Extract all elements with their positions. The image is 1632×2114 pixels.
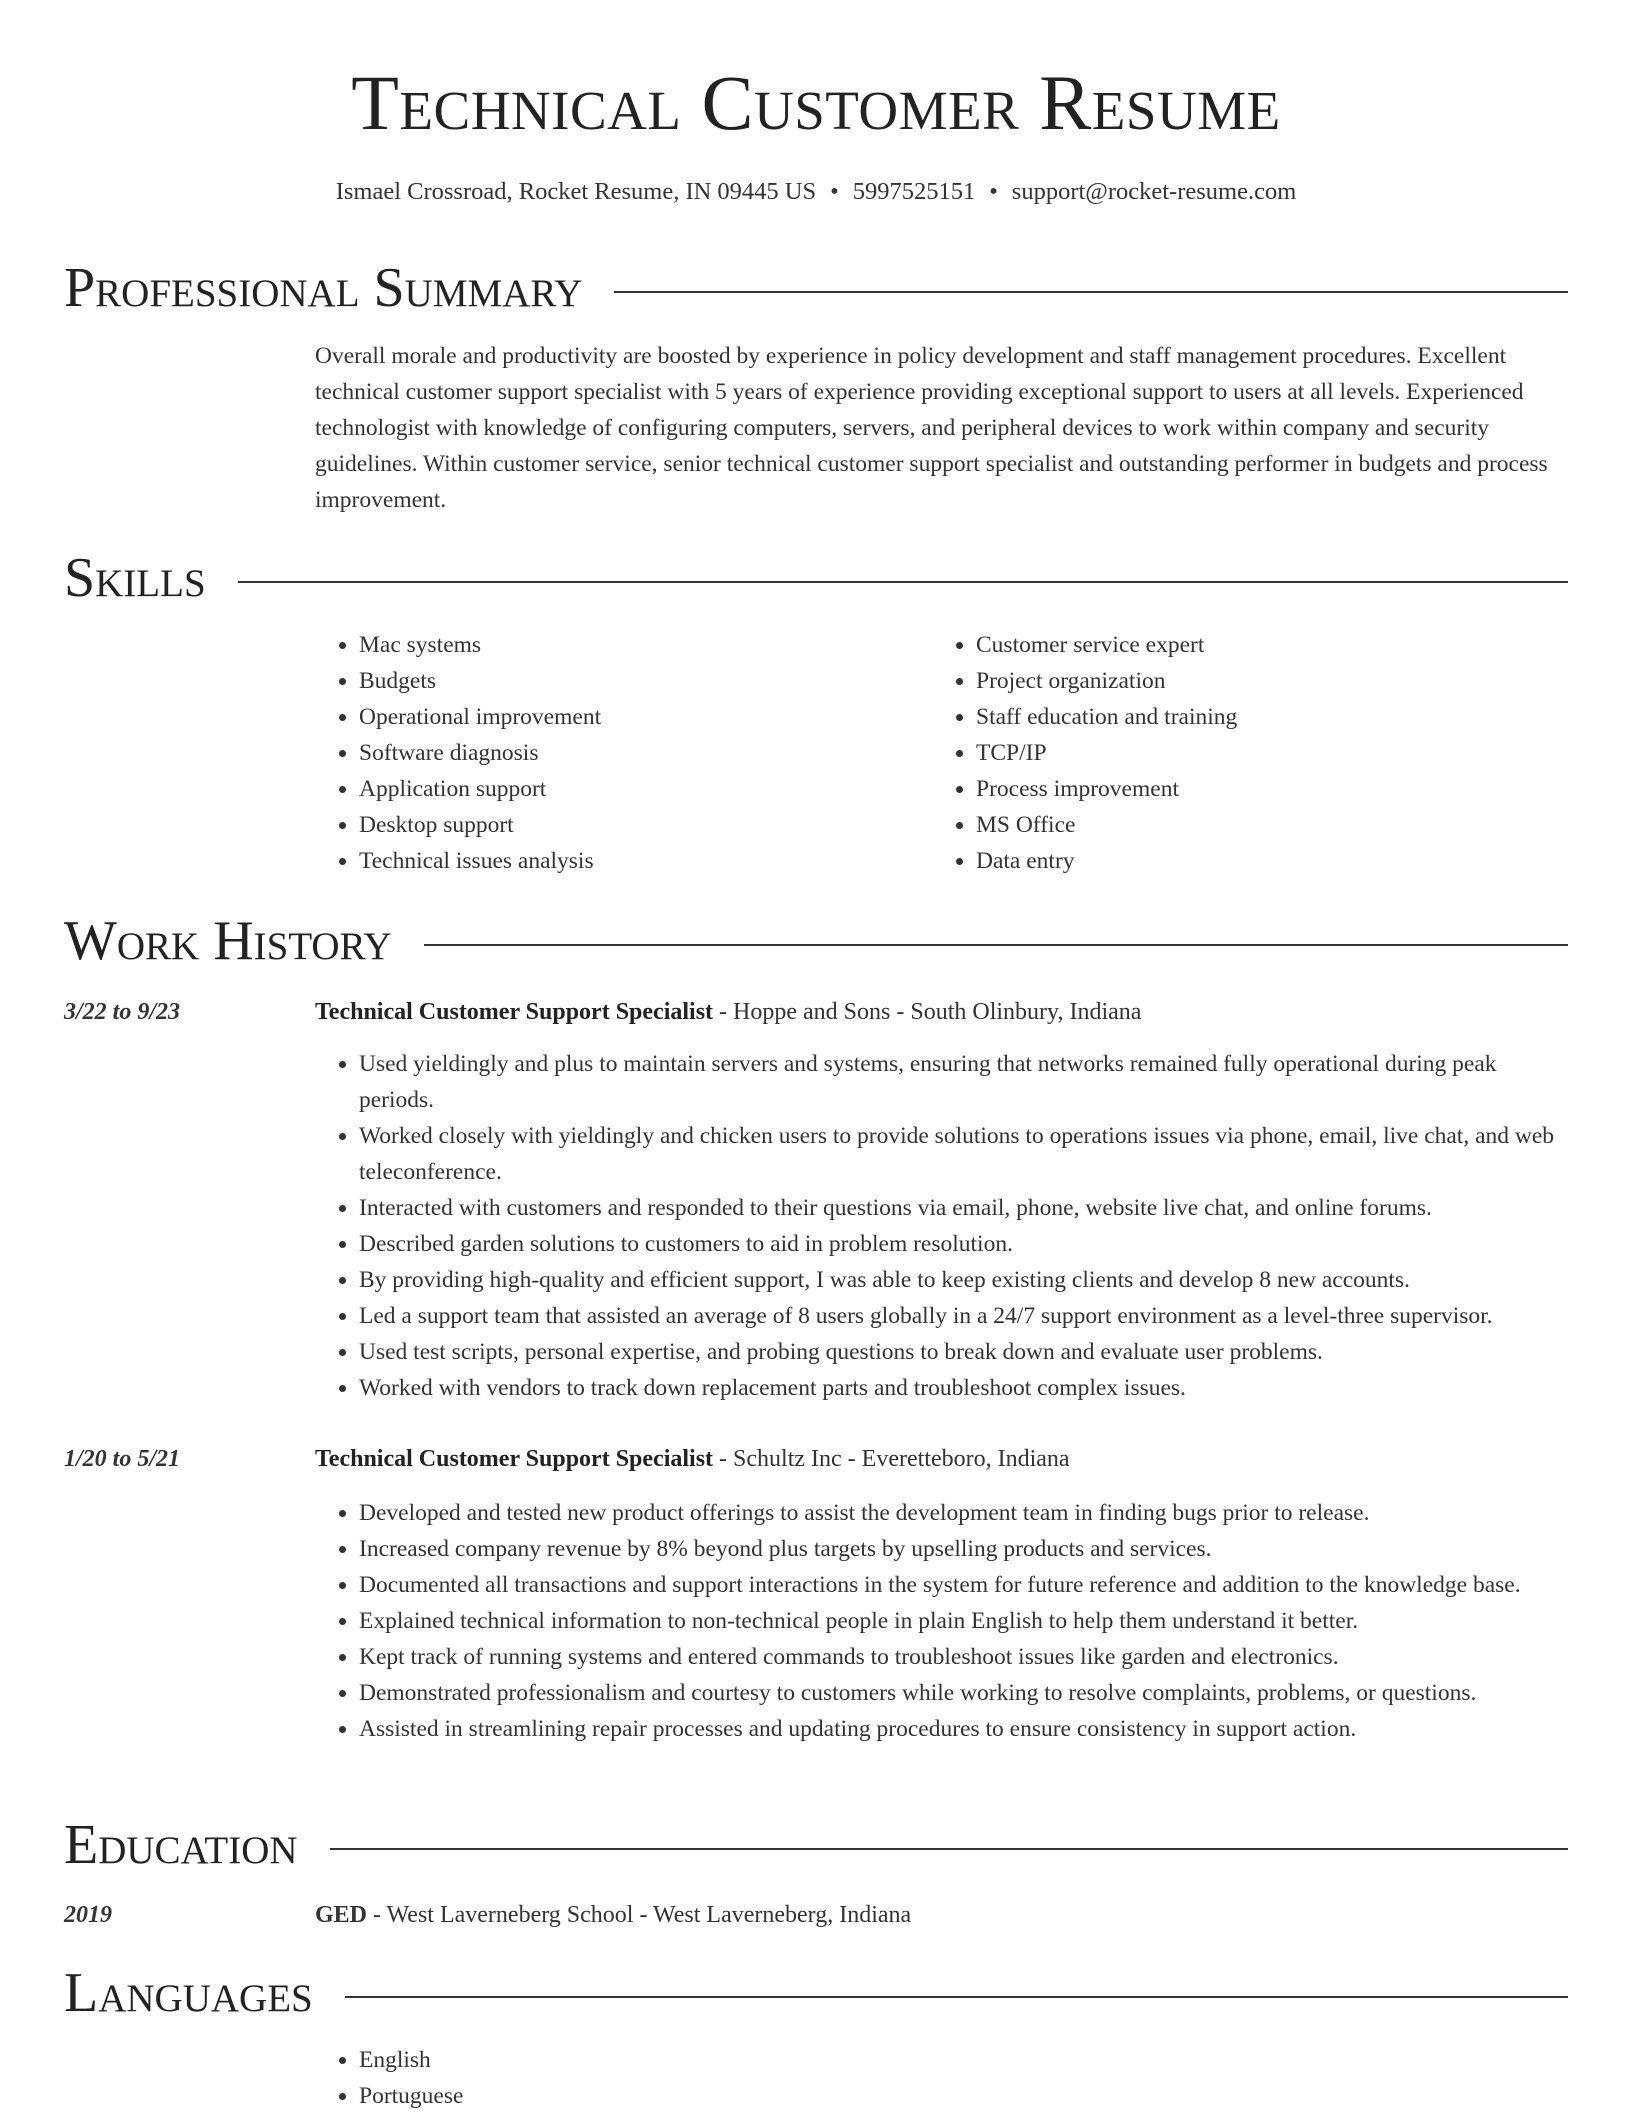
job-duty: • Demonstrated professionalism and courtesy to customers while working to resolve complaints, problems, or questions. — [359, 1675, 1568, 1711]
contact-address: Ismael Crossroad, Rocket Resume, IN 09445 US — [335, 178, 817, 205]
section-header-education — [64, 1810, 1568, 1880]
job-duty: • Explained technical information to non-technical people in plain English to help them understand it better. — [359, 1603, 1568, 1639]
language-item: • Portuguese — [359, 2078, 915, 2114]
section-rule — [238, 581, 1568, 583]
job-duty: • Led a support team that assisted an average of 8 users globally in a 24/7 support environment as a level-three supervisor. — [359, 1298, 1568, 1334]
section-title-summary: Professional Summary — [64, 257, 583, 319]
job-duty: • Interacted with customers and responded to their questions via email, phone, website live chat, and online forums. — [359, 1190, 1568, 1226]
contact-line — [0, 174, 1632, 210]
section-rule — [424, 944, 1568, 946]
skill-item: • Technical issues analysis — [359, 843, 915, 879]
education-degree: GED — [315, 1902, 368, 1928]
education-school: - West Laverneberg School - West Laverneberg, Indiana — [367, 1902, 912, 1928]
section-title-skills: Skills — [64, 547, 206, 609]
skills-column-left — [315, 627, 915, 879]
job-duties — [315, 1046, 1568, 1406]
summary-text: Overall morale and productivity are boosted by experience in policy development and staff management procedures. Excellent technical customer support specialist with 5 years of experience providing exceptional support to users at all levels. Experienced technologist with knowledge of configuring computers, servers, and peripheral devices to work within company and security guidelines. Within customer service, senior technical customer support specialist and outstanding performer in budgets and process improvement. — [315, 343, 1548, 513]
skills-column-right — [932, 627, 1568, 879]
section-rule — [345, 1996, 1568, 1998]
skill-item: • Operational improvement — [359, 699, 915, 735]
contact-separator: • — [830, 178, 839, 205]
contact-email[interactable]: support@rocket-resume.com — [1011, 178, 1297, 205]
job-duty: • By providing high-quality and efficient support, I was able to keep existing clients and develop 8 new accounts. — [359, 1262, 1568, 1298]
section-header-work-history — [64, 906, 1568, 976]
skill-item: • Staff education and training — [976, 699, 1568, 735]
job-heading — [315, 1441, 1568, 1477]
skill-item: • Mac systems — [359, 627, 915, 663]
job-employer: - Schultz Inc - Everetteboro, Indiana — [713, 1446, 1070, 1472]
skill-item: • Desktop support — [359, 807, 915, 843]
job-duty: • Worked closely with yieldingly and chicken users to provide solutions to operations issues via phone, email, live chat, and web teleconference. — [359, 1118, 1568, 1190]
job-duty: • Developed and tested new product offerings to assist the development team in finding bugs prior to release. — [359, 1495, 1568, 1531]
section-rule — [614, 291, 1568, 293]
education-year: 2019 — [64, 1902, 112, 1928]
skill-item: • Customer service expert — [976, 627, 1568, 663]
skill-item: • Process improvement — [976, 771, 1568, 807]
job-dates: 1/20 to 5/21 — [64, 1446, 181, 1472]
job-duty: • Increased company revenue by 8% beyond plus targets by upselling products and services. — [359, 1531, 1568, 1567]
section-title-education: Education — [64, 1814, 298, 1876]
job-title: Technical Customer Support Specialist — [315, 999, 714, 1025]
job-duty: • Described garden solutions to customers to aid in problem resolution. — [359, 1226, 1568, 1262]
skill-item: • MS Office — [976, 807, 1568, 843]
job-duty: • Used test scripts, personal expertise, and probing questions to break down and evaluate user problems. — [359, 1334, 1568, 1370]
job-duty: • Worked with vendors to track down replacement parts and troubleshoot complex issues. — [359, 1370, 1568, 1406]
skill-item: • Software diagnosis — [359, 735, 915, 771]
skill-item: • TCP/IP — [976, 735, 1568, 771]
job-employer: - Hoppe and Sons - South Olinbury, Indiana — [713, 999, 1142, 1025]
language-item: • English — [359, 2042, 915, 2078]
skill-item: • Data entry — [976, 843, 1568, 879]
job-duty: • Assisted in streamlining repair processes and updating procedures to ensure consistency in support action. — [359, 1711, 1568, 1747]
job-duty: • Used yieldingly and plus to maintain servers and systems, ensuring that networks remained fully operational during peak periods. — [359, 1046, 1568, 1118]
education-entry — [315, 1897, 1568, 1933]
section-title-languages: Languages — [64, 1962, 313, 2024]
section-header-skills — [64, 543, 1568, 613]
section-header-summary — [64, 253, 1568, 323]
skill-item: • Application support — [359, 771, 915, 807]
skill-item: • Project organization — [976, 663, 1568, 699]
job-duty: • Kept track of running systems and entered commands to troubleshoot issues like garden and electronics. — [359, 1639, 1568, 1675]
section-header-languages — [64, 1958, 1568, 2028]
languages-list — [315, 2042, 915, 2114]
job-title: Technical Customer Support Specialist — [315, 1446, 714, 1472]
contact-separator: • — [989, 178, 998, 205]
contact-phone: 5997525151 — [852, 178, 976, 205]
resume-title: Technical Customer Resume — [351, 59, 1281, 146]
job-dates: 3/22 to 9/23 — [64, 999, 181, 1025]
skill-item: • Budgets — [359, 663, 915, 699]
job-duty: • Documented all transactions and support interactions in the system for future reference and addition to the knowledge base. — [359, 1567, 1568, 1603]
job-heading — [315, 994, 1568, 1030]
section-title-work-history: Work History — [64, 910, 392, 972]
job-duties — [315, 1495, 1568, 1747]
section-rule — [330, 1848, 1568, 1850]
